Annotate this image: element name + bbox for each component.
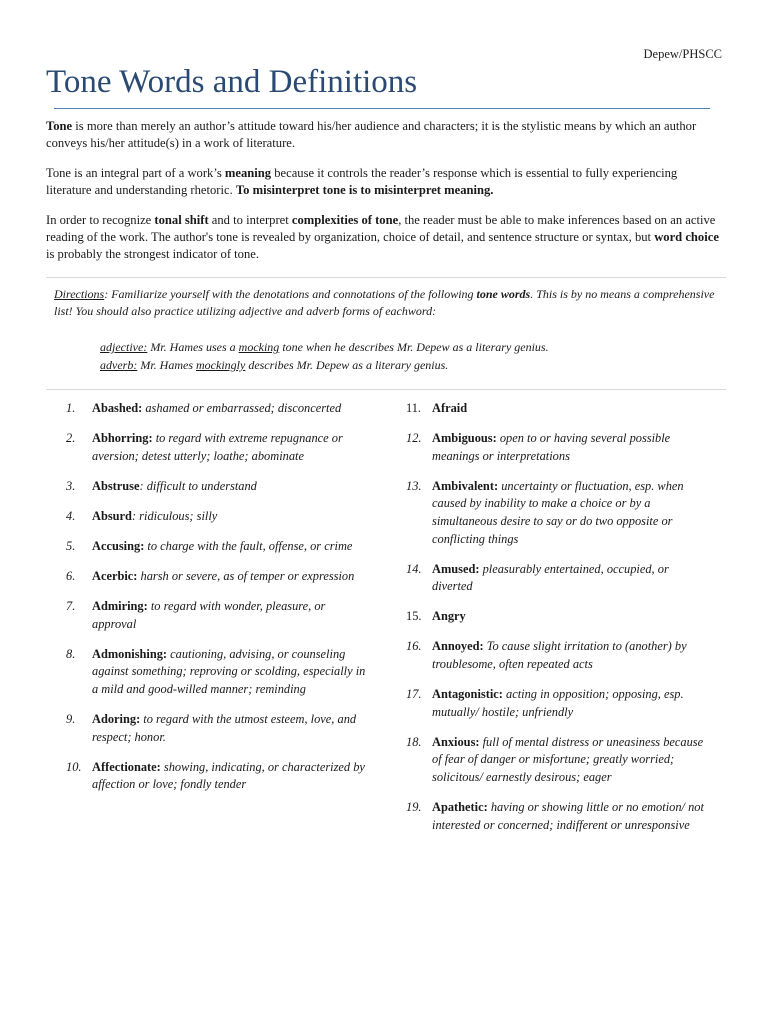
item-number: 15. [406, 609, 422, 624]
item-body [92, 598, 366, 633]
item-number: 5. [66, 538, 76, 553]
item-definition: open to or having several possible meanings or interpretations [432, 431, 671, 463]
item-term: Adoring: [92, 712, 141, 727]
item-body [432, 430, 712, 465]
item-number: 9. [66, 712, 76, 727]
list-item [406, 686, 712, 721]
item-term: Ambivalent: [432, 478, 499, 493]
directions-label: Directions [54, 287, 105, 301]
item-definition: harsh or severe, as of temper or expression [137, 569, 355, 584]
item-definition: having or showing little or no emotion/ not interested or concerned; indifferent or unresponsive [432, 800, 704, 832]
item-term: Abashed: [92, 401, 143, 415]
item-term: Absurd [92, 508, 132, 523]
item-number: 16. [406, 639, 422, 654]
intro-bold: Tone [46, 119, 73, 133]
item-definition: cautioning, advising, or counseling against something; reproving or scolding, especially in a mild and good-willed manner; reminding [92, 646, 366, 697]
item-number: 2. [66, 431, 76, 446]
directions-text: : Familiarize yourself with the denotations and connotations of the following [104, 287, 477, 301]
list-item [66, 711, 366, 746]
example-text: tone when he describes Mr. Depew as a literary genius. [279, 340, 549, 354]
item-term: Abstruse [92, 478, 140, 493]
page-title: Tone Words and Definitions [46, 64, 418, 100]
item-definition: ashamed or embarrassed; disconcerted [142, 401, 342, 415]
list-item [66, 568, 366, 586]
example-adverb [100, 356, 700, 374]
item-number: 3. [66, 478, 76, 493]
example-text: Mr. Hames uses a [147, 340, 239, 354]
item-number: 7. [66, 599, 76, 614]
intro-text: , the reader must be able to make inferences based on an active reading of the work. The author's tone is revealed by organization, choice of detail, and sentence structure or syntax, but [46, 213, 716, 244]
item-body [92, 478, 366, 496]
example-word: mockingly [196, 358, 246, 372]
item-body [432, 561, 712, 596]
item-number: 14. [406, 561, 422, 576]
example-adjective [100, 338, 700, 356]
list-item [406, 638, 712, 673]
list-item [406, 430, 712, 465]
directions-bold: tone words [476, 287, 531, 301]
tone-list-right [406, 400, 712, 847]
examples-block [100, 338, 700, 374]
item-term: Amused: [432, 561, 480, 576]
item-term: Annoyed: [432, 639, 484, 654]
item-term: Afraid [432, 401, 468, 415]
item-definition: To cause slight irritation to (another) by troublesome, often repeated acts [432, 639, 687, 672]
list-item [66, 598, 366, 633]
item-definition: : ridiculous; silly [131, 508, 218, 523]
list-item [406, 734, 712, 787]
list-item [66, 759, 366, 794]
list-item [66, 478, 366, 496]
item-body [92, 430, 366, 465]
item-body [432, 400, 712, 418]
list-item [406, 400, 712, 418]
item-body [432, 608, 712, 626]
section-divider-bottom [46, 389, 726, 390]
item-definition: to regard with extreme repugnance or aversion; detest utterly; loathe; abominate [92, 431, 343, 463]
item-body [432, 686, 712, 721]
intro-text: is probably the strongest indicator of tone. [46, 247, 259, 261]
intro-section [46, 118, 722, 276]
title-underline [54, 108, 710, 109]
item-definition: to regard with the utmost esteem, love, and respect; honor. [92, 712, 357, 744]
item-term: Antagonistic: [432, 687, 503, 702]
item-number: 6. [66, 569, 76, 584]
list-item [406, 608, 712, 626]
item-term: Ambiguous: [432, 431, 497, 446]
intro-text: is more than merely an author’s attitude toward his/her audience and characters; it is the stylistic means by which an author conveys his/her attitude(s) in a work of literature. [46, 119, 697, 150]
example-label: adjective: [100, 340, 148, 354]
example-word: mocking [238, 340, 280, 354]
item-number: 8. [66, 646, 76, 661]
item-number: 19. [406, 800, 422, 815]
item-number: 11. [406, 401, 422, 415]
list-item [66, 430, 366, 465]
item-body [432, 734, 712, 787]
item-number: 13. [406, 478, 422, 493]
item-definition: : difficult to understand [139, 478, 257, 493]
item-body [432, 799, 712, 834]
intro-text: Tone is an integral part of a work’s [46, 166, 225, 180]
tone-list-left [66, 400, 366, 807]
directions-paragraph [54, 286, 722, 320]
intro-text: because it controls the reader’s response which is essential to fully experiencing literature and understanding rhetoric. [46, 166, 678, 197]
item-body [92, 646, 366, 699]
intro-bold: To misinterpret tone is to misinterpret meaning. [235, 183, 494, 197]
intro-bold: word choice [654, 230, 719, 244]
example-text: describes Mr. Depew as a literary genius. [245, 358, 449, 372]
item-body [432, 638, 712, 673]
list-item [66, 400, 366, 418]
item-term: Affectionate: [92, 759, 161, 774]
list-item [406, 799, 712, 834]
item-definition: full of mental distress or uneasiness because of fear of danger or misfortune; greatly worried; solicitous/ earnestly desirous; eager [432, 734, 704, 784]
item-number: 10. [66, 759, 82, 774]
item-term: Acerbic: [92, 569, 138, 584]
intro-bold: tonal shift [154, 213, 209, 227]
intro-bold: meaning [224, 166, 272, 180]
intro-paragraph-2 [46, 165, 722, 199]
list-item [66, 508, 366, 526]
item-definition: showing, indicating, or characterized by affection or love; fondly tender [92, 759, 365, 792]
item-number: 4. [66, 508, 76, 523]
item-body [92, 568, 366, 586]
item-number: 1. [66, 401, 76, 415]
item-body [92, 711, 366, 746]
list-item [406, 561, 712, 596]
item-definition: to regard with wonder, pleasure, or approval [92, 599, 326, 631]
item-number: 12. [406, 431, 422, 446]
item-body [92, 538, 366, 556]
item-body [92, 759, 366, 794]
intro-bold: complexities of tone [291, 213, 399, 227]
item-term: Apathetic: [432, 800, 488, 815]
item-term: Admiring: [92, 599, 148, 614]
item-body [432, 478, 712, 548]
item-number: 18. [406, 734, 422, 749]
item-term: Anxious: [432, 734, 480, 749]
item-body [92, 400, 366, 418]
example-label: adverb: [100, 358, 138, 372]
item-definition: pleasurably entertained, occupied, or diverted [432, 561, 669, 594]
item-definition: to charge with the fault, offense, or crime [144, 538, 353, 553]
example-text: Mr. Hames [137, 358, 196, 372]
intro-paragraph-3 [46, 212, 722, 263]
item-term: Abhorring: [92, 431, 153, 446]
intro-paragraph-1 [46, 118, 722, 152]
section-divider-top [46, 277, 726, 278]
list-item [66, 646, 366, 699]
item-definition: acting in opposition; opposing, esp. mutually/ hostile; unfriendly [432, 687, 684, 719]
list-item [406, 478, 712, 548]
list-item [66, 538, 366, 556]
item-term: Admonishing: [92, 646, 168, 661]
item-number: 17. [406, 687, 422, 702]
item-term: Accusing: [92, 538, 145, 553]
intro-text: In order to recognize [46, 213, 155, 227]
directions-text: . This is by no means a comprehensive list! You should also practice utilizing adjective and adverb forms of eachword: [54, 287, 715, 318]
item-term: Angry [432, 609, 466, 624]
header-attribution: Depew/PHSCC [643, 47, 722, 61]
item-body [92, 508, 366, 526]
intro-text: and to interpret [208, 213, 292, 227]
item-definition: uncertainty or fluctuation, esp. when caused by inability to make a choice or by a simultaneous desire to say or do two opposite or conflicting things [432, 478, 684, 546]
